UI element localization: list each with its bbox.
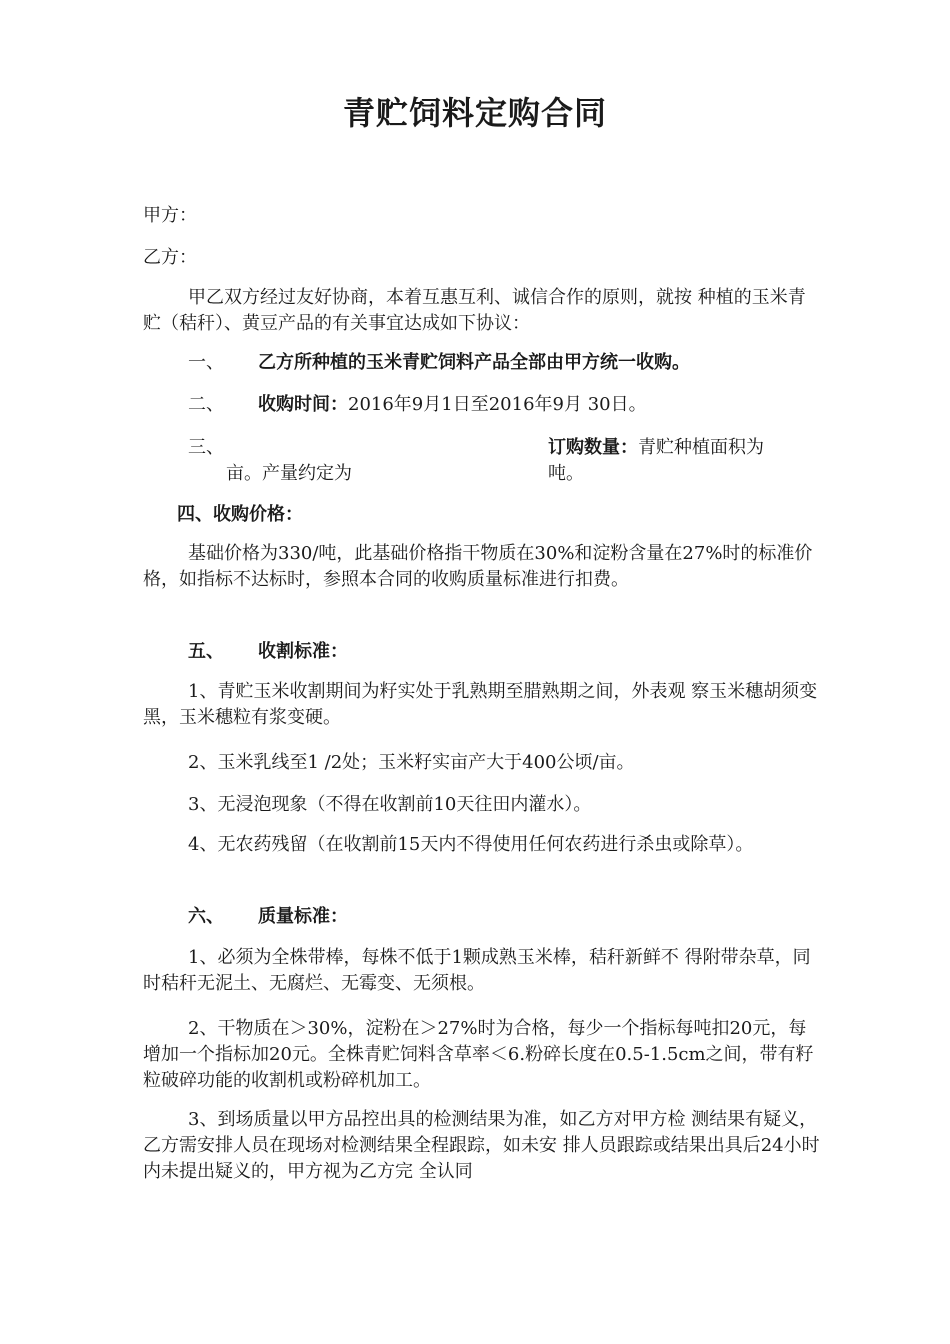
clause-6-item-3-text: 3、到场质量以甲方品控出具的检测结果为准，如乙方对甲方检 测结果有疑义，乙方需安排人员在现场对检测结果全程跟踪，如未安 排人员跟踪或结果出具后24小时内未提出疑义的，甲方视为乙方完 全认同 bbox=[143, 1109, 820, 1182]
clause-4-text: 基础价格为330/吨，此基础价格指干物质在30%和淀粉含量在27%时的标准价格，如指标不达标时，参照本合同的收购质量标准进行扣费。 bbox=[143, 543, 813, 590]
clause-6-heading bbox=[188, 904, 348, 929]
clause-5-label: 收割标准： bbox=[258, 641, 348, 662]
party-a-label: 甲方： bbox=[143, 205, 197, 226]
clause-6-item bbox=[143, 1107, 823, 1185]
clause-3-area-text: 青贮种植面积为 bbox=[638, 437, 764, 458]
clause-2-label: 收购时间： bbox=[258, 394, 348, 415]
clause-1-text: 乙方所种植的玉米青贮饲料产品全部由甲方统一收购。 bbox=[258, 352, 690, 373]
intro-paragraph bbox=[143, 285, 823, 337]
clause-6-item bbox=[143, 1016, 823, 1094]
clause-5-item-2-text: 2、玉米乳线至1 /2处；玉米籽实亩产大于400公顷/亩。 bbox=[188, 752, 635, 773]
clause-3-right bbox=[548, 435, 764, 460]
party-b-label: 乙方： bbox=[143, 247, 197, 268]
clause-2-number: 二、 bbox=[188, 394, 224, 415]
clause-3-label: 订购数量： bbox=[548, 437, 638, 458]
clause-1 bbox=[188, 350, 690, 375]
clause-2 bbox=[188, 392, 647, 417]
clause-5-item bbox=[143, 679, 823, 731]
clause-5-item-4-text: 4、无农药残留（在收割前15天内不得使用任何农药进行杀虫或除草）。 bbox=[188, 834, 754, 855]
clause-3-number: 三、 bbox=[188, 437, 224, 458]
clause-5-number: 五、 bbox=[188, 641, 224, 662]
clause-5-heading bbox=[188, 639, 348, 664]
clause-6-item-1-text: 1、必须为全株带棒，每株不低于1颗成熟玉米棒，秸秆新鲜不 得附带杂草，同时秸秆无泥土、无腐烂、无霉变、无须根。 bbox=[143, 947, 811, 994]
clause-2-text: 2016年9月1日至2016年9月 30日。 bbox=[348, 394, 647, 415]
clause-6-item bbox=[143, 945, 823, 997]
clause-5-item-3-text: 3、无浸泡现象（不得在收割前10天往田内灌水）。 bbox=[188, 794, 592, 815]
clause-3-unit-text: 吨。 bbox=[548, 463, 584, 484]
clause-6-label: 质量标准： bbox=[258, 906, 348, 927]
clause-6-item-2-text: 2、干物质在＞30%，淀粉在＞27%时为合格，每少一个指标每吨扣20元，每增加一个指标加20元。全株青贮饲料含草率＜6.粉碎长度在0.5-1.5cm之间，带有籽粒破碎功能的收割机或粉碎机加工。 bbox=[143, 1018, 814, 1091]
clause-5-item-1-text: 1、青贮玉米收割期间为籽实处于乳熟期至腊熟期之间，外表观 察玉米穗胡须变黑，玉米穗粒有浆变硬。 bbox=[143, 681, 818, 728]
clause-1-number: 一、 bbox=[188, 352, 224, 373]
intro-text: 甲乙双方经过友好协商，本着互惠互利、诚信合作的原则，就按 种植的玉米青贮（秸秆）、黄豆产品的有关事宜达成如下协议： bbox=[143, 287, 806, 334]
clause-6-number: 六、 bbox=[188, 906, 224, 927]
clause-4-heading: 四、收购价格： bbox=[177, 504, 303, 525]
clause-3-yield-text: 亩。产量约定为 bbox=[226, 463, 352, 484]
clause-5-item bbox=[143, 750, 823, 776]
clause-4-paragraph bbox=[143, 541, 823, 593]
clause-5-item bbox=[143, 832, 823, 858]
document-title: 青贮饲料定购合同 bbox=[342, 94, 607, 132]
clause-5-item bbox=[143, 792, 823, 818]
